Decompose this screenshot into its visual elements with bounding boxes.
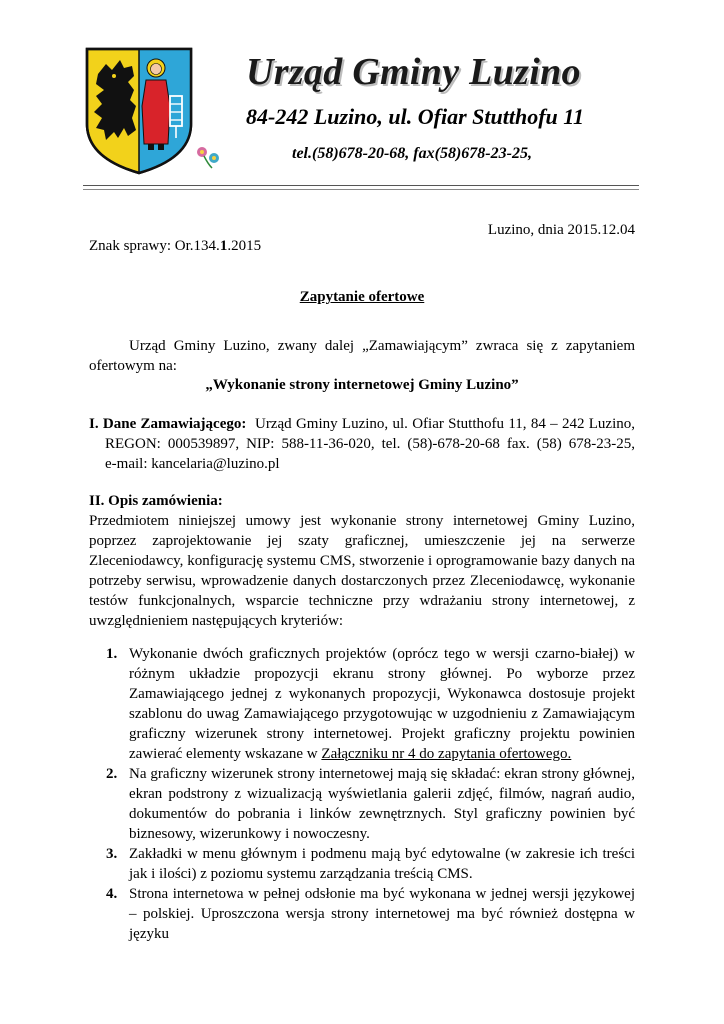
list-item-number: 4. xyxy=(106,886,118,902)
header-divider-secondary xyxy=(83,189,639,190)
list-item-text: Strona internetowa w pełnej odsłonie ma być wykonana w jednej wersji językowej – polskiej. Uproszczona wersja strony internetowej ma być również dostępna w języku xyxy=(129,886,635,942)
office-title: Urząd Gminy Luzino xyxy=(246,51,581,93)
office-phone: tel.(58)678-20-68, fax(58)678-23-25, xyxy=(292,145,532,162)
criteria-list xyxy=(89,644,635,944)
section-order-description xyxy=(89,491,635,631)
list-item xyxy=(89,764,635,844)
list-item xyxy=(89,884,635,944)
section-order-description-label: II. Opis zamówienia: xyxy=(89,493,223,509)
intro-line-2: ofertowym na: xyxy=(89,358,177,374)
flower-ornament-icon xyxy=(194,144,224,170)
order-subject: „Wykonanie strony internetowej Gminy Luzino” xyxy=(205,377,519,393)
order-description-text: Przedmiotem niniejszej umowy jest wykonanie strony internetowej Gminy Luzino, poprzez zaprojektowanie jej szaty graficznej, umieszczenie jej na serwerze Zleceniodawcy, konfigurację systemu CMS, stworzenie i oprogramowanie bazy danych na potrzeby serwisu, wprowadzenie danych dostarczonych przez Zleceniodawcę, wykonanie testów funkcjonalnych, wsparcie techniczne przy wdrażaniu strony internetowej, z uwzględnieniem następujących kryteriów: xyxy=(89,513,635,629)
intro-paragraph xyxy=(89,336,635,376)
ordering-party-email: e-mail: kancelaria@luzino.pl xyxy=(105,456,280,472)
section-ordering-party xyxy=(89,414,635,474)
document-date: Luzino, dnia 2015.12.04 xyxy=(487,222,635,238)
ordering-party-address: Urząd Gminy Luzino, ul. Ofiar Stutthofu 11, 84 – 242 Luzino, xyxy=(254,416,635,432)
list-item-number: 2. xyxy=(106,766,118,782)
office-address: 84-242 Luzino, ul. Ofiar Stutthofu 11 xyxy=(246,104,585,129)
list-item-text: Zakładki w menu głównym i podmenu mają być edytowalne (w zakresie ich treści jak i ilości) z poziomu systemu zarządzania treścią CMS. xyxy=(129,846,635,882)
coat-of-arms-icon xyxy=(84,46,194,176)
case-reference: Znak sprawy: Or.134.1.2015 xyxy=(89,238,262,254)
list-item xyxy=(89,644,635,764)
list-item-number: 3. xyxy=(106,846,118,862)
list-item-text: Wykonanie dwóch graficznych projektów (oprócz tego w wersji czarno-białej) w różnym układzie propozycji ekranu strony głównej. Po wyborze przez Zamawiającego jednej z wykonanych propozycji, Wykonawca dostosuje projekt szablonu do uwag Zamawiającego przygotowując w uzgodnieniu z Zamawiającym graficzny wizerunek strony internetowej. Projekt graficzny projektu powinien zawierać elementy wskazane w xyxy=(129,646,635,762)
intro-line-1: Urząd Gminy Luzino, zwany dalej „Zamawiającym” zwraca się z zapytaniem xyxy=(129,338,635,354)
list-item xyxy=(89,844,635,884)
section-ordering-party-label: I. Dane Zamawiającego: xyxy=(89,416,247,432)
header-divider xyxy=(83,185,639,186)
document-heading: Zapytanie ofertowe xyxy=(299,289,425,305)
list-item-number: 1. xyxy=(106,646,118,662)
attachment-link[interactable]: Załączniku nr 4 do zapytania ofertowego. xyxy=(321,746,572,762)
list-item-text: Na graficzny wizerunek strony internetowej mają się składać: ekran strony głównej, ekran podstrony z wizualizacją wyświetlania galerii zdjęć, filmów, nagrań audio, dokumentów do pobrania i linków zewnętrznych. Styl graficzny powinien być biznesowy, wizerunkowy i nowoczesny. xyxy=(129,766,635,842)
ordering-party-ids: REGON: 000539897, NIP: 588-11-36-020, tel. (58)-678-20-68 fax. (58) 678-23-25, xyxy=(105,436,635,452)
